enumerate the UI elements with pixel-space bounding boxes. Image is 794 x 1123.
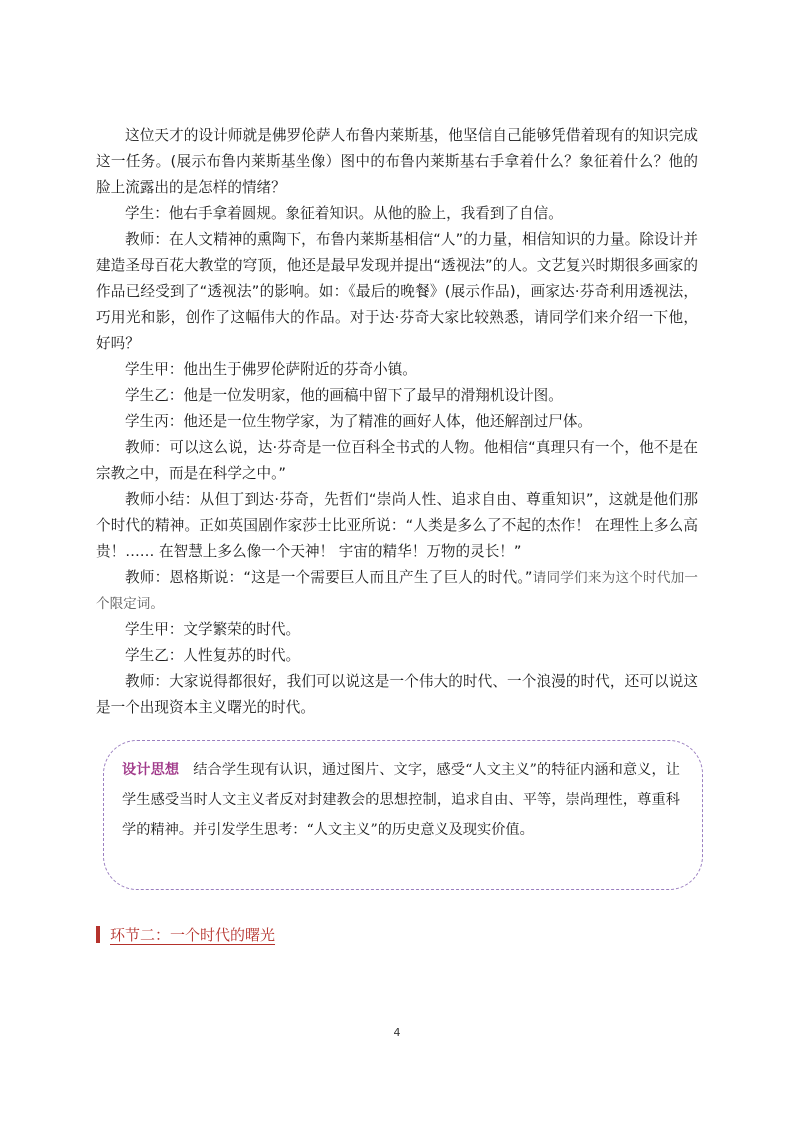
page-number: 4 [393, 1026, 401, 1039]
paragraph-teacher-engels [96, 565, 698, 617]
paragraph-student-answer: 学生：他右手拿着圆规。象征着知识。从他的脸上，我看到了自信。 [125, 205, 563, 222]
design-idea-title: 设计思想 [122, 762, 180, 778]
paragraph-brunelleschi: 这位天才的设计师就是佛罗伦萨人布鲁内莱斯基，他坚信自己能够凭借着现有的知识完成这一任务。(展示布鲁内莱斯基坐像）图中的布鲁内莱斯基右手拿着什么？象征着什么？他的脸上流露出的是怎样的情绪？ [96, 127, 698, 196]
section-heading [96, 924, 275, 944]
paragraph-student-jia-answer: 学生甲：文学繁荣的时代。 [125, 621, 301, 638]
design-idea-box [103, 740, 703, 890]
paragraph-teacher-summary: 教师小结：从但丁到达·芬奇，先哲们“崇尚人性、追求自由、尊重知识”，这就是他们那个时代的精神。正如英国剧作家莎士比亚所说：“人类是多么了不起的杰作！ 在理性上多么高贵！…… 在智慧上多么像一个天神！ 宇宙的精华！万物的灵长！” [96, 491, 698, 560]
paragraph-student-yi-answer: 学生乙：人性复苏的时代。 [125, 647, 301, 664]
lesson-body [96, 123, 698, 721]
paragraph-teacher-conclusion: 教师：大家说得都很好，我们可以说这是一个伟大的时代、一个浪漫的时代，还可以说这是一个出现资本主义曙光的时代。 [96, 673, 698, 716]
engels-quote: 教师：恩格斯说：“这是一个需要巨人而且产生了巨人的时代。” [125, 569, 533, 586]
section-marker [96, 926, 100, 943]
paragraph-teacher-perspective: 教师：在人文精神的熏陶下，布鲁内莱斯基相信“人”的力量，相信知识的力量。除设计并建造圣母百花大教堂的穹顶，他还是最早发现并提出“透视法”的人。文艺复兴时期很多画家的作品已经受到了“透视法”的影响。如：《最后的晚餐》(展示作品)，画家达·芬奇利用透视法，巧用光和影，创作了这幅伟大的作品。对于达·芬奇大家比较熟悉，请同学们来介绍一下他，好吗？ [96, 231, 698, 352]
engels-prompt: 请同学们来为这个时代加一个限定词。 [96, 570, 698, 612]
paragraph-student-yi: 学生乙：他是一位发明家，他的画稿中留下了最早的滑翔机设计图。 [125, 387, 563, 404]
paragraph-teacher-truth: 教师：可以这么说，达·芬奇是一位百科全书式的人物。他相信“真理只有一个，他不是在宗教之中，而是在科学之中。” [96, 439, 698, 482]
paragraph-student-bing: 学生丙：他还是一位生物学家，为了精准的画好人体，他还解剖过尸体。 [125, 413, 593, 430]
design-idea-body: 结合学生现有认识，通过图片、文字，感受“人文主义”的特征内涵和意义，让学生感受当时人文主义者反对封建教会的思想控制，追求自由、平等，崇尚理性，尊重科学的精神。并引发学生思考：“人文主义”的历史意义及现实价值。 [122, 762, 680, 838]
section-title: 环节二：一个时代的曙光 [110, 925, 276, 944]
paragraph-student-jia: 学生甲：他出生于佛罗伦萨附近的芬奇小镇。 [125, 361, 417, 378]
